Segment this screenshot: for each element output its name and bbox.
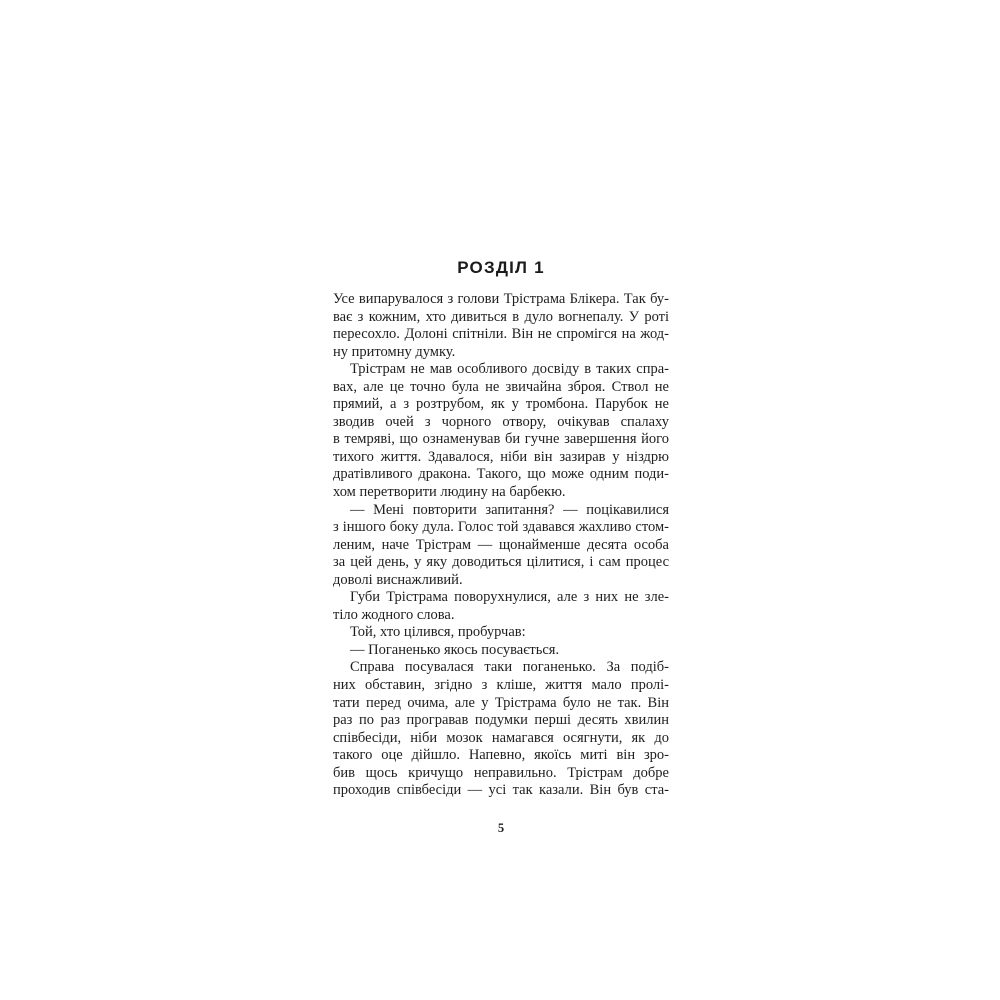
paragraph xyxy=(333,361,669,501)
text-line: бив щось кричущо неправильно. Трістрам добре xyxy=(333,764,669,781)
text-line: пересохло. Долоні спітніли. Він не спромігся на жод- xyxy=(333,326,669,343)
text-line: прямий, а з розтрубом, як у тромбона. Парубок не xyxy=(333,396,669,413)
text-line: вах, але це точно була не звичайна зброя. Ствол не xyxy=(333,378,669,395)
text-line: раз по раз програвав подумки перші десять хвилин xyxy=(333,712,669,729)
text-line: тіло жодного слова. xyxy=(333,606,455,623)
text-line: з іншого боку дула. Голос той здавався жахливо стом- xyxy=(333,519,669,536)
text-line: — Мені повторити запитання? — поцікавилися xyxy=(350,501,669,518)
text-line: Трістрам не мав особливого досвіду в таких спра- xyxy=(350,361,669,378)
text-line: леним, наче Трістрам — щонайменше десята особа xyxy=(333,536,669,553)
text-line: Справа посувалася таки поганенько. За подіб- xyxy=(350,659,669,676)
body-text xyxy=(333,291,669,800)
text-line: співбесіди, ніби мозок намагався осягнути, як до xyxy=(333,729,669,746)
paragraph xyxy=(333,624,669,642)
paragraph xyxy=(333,659,669,799)
paragraph xyxy=(333,642,669,660)
chapter-title: РОЗДІЛ 1 xyxy=(457,258,545,277)
text-line: ну притомну думку. xyxy=(333,343,456,360)
page-number: 5 xyxy=(497,820,505,835)
text-line: зводив очей з чорного отвору, очікував спалаху xyxy=(333,413,669,430)
text-line: тихого життя. Здавалося, ніби він зазирав у ніздрю xyxy=(333,448,669,465)
text-line: хом перетворити людину на барбекю. xyxy=(333,484,566,501)
text-line: них обставин, згідно з кліше, життя мало пролі- xyxy=(333,677,669,694)
text-column xyxy=(333,258,669,836)
paragraph xyxy=(333,502,669,590)
text-line: Усе випарувалося з голови Трістрама Блікера. Так бу- xyxy=(333,291,669,307)
text-line: — Поганенько якось посувається. xyxy=(350,641,560,658)
text-line: ває з кожним, хто дивиться в дуло вогнепалу. У роті xyxy=(333,308,669,325)
text-line: тати перед очима, але у Трістрама було не так. Він xyxy=(333,694,669,711)
text-line: дратівливого дракона. Такого, що може одним поди- xyxy=(333,466,669,483)
text-line: Губи Трістрама поворухнулися, але з них не зле- xyxy=(350,589,669,606)
text-line: доволі виснажливий. xyxy=(333,571,463,588)
text-line: в темряві, що ознаменував би гучне завершення його xyxy=(333,431,669,448)
text-line: такого оце дійшло. Напевно, якоїсь миті він зро- xyxy=(333,747,669,764)
paragraph xyxy=(333,589,669,624)
text-line: за цей день, у яку доводиться цілитися, і сам процес xyxy=(333,554,669,571)
paragraph xyxy=(333,291,669,361)
text-line: Той, хто цілився, пробурчав: xyxy=(350,624,526,641)
text-line: проходив співбесіди — усі так казали. Він був ста- xyxy=(333,782,669,799)
